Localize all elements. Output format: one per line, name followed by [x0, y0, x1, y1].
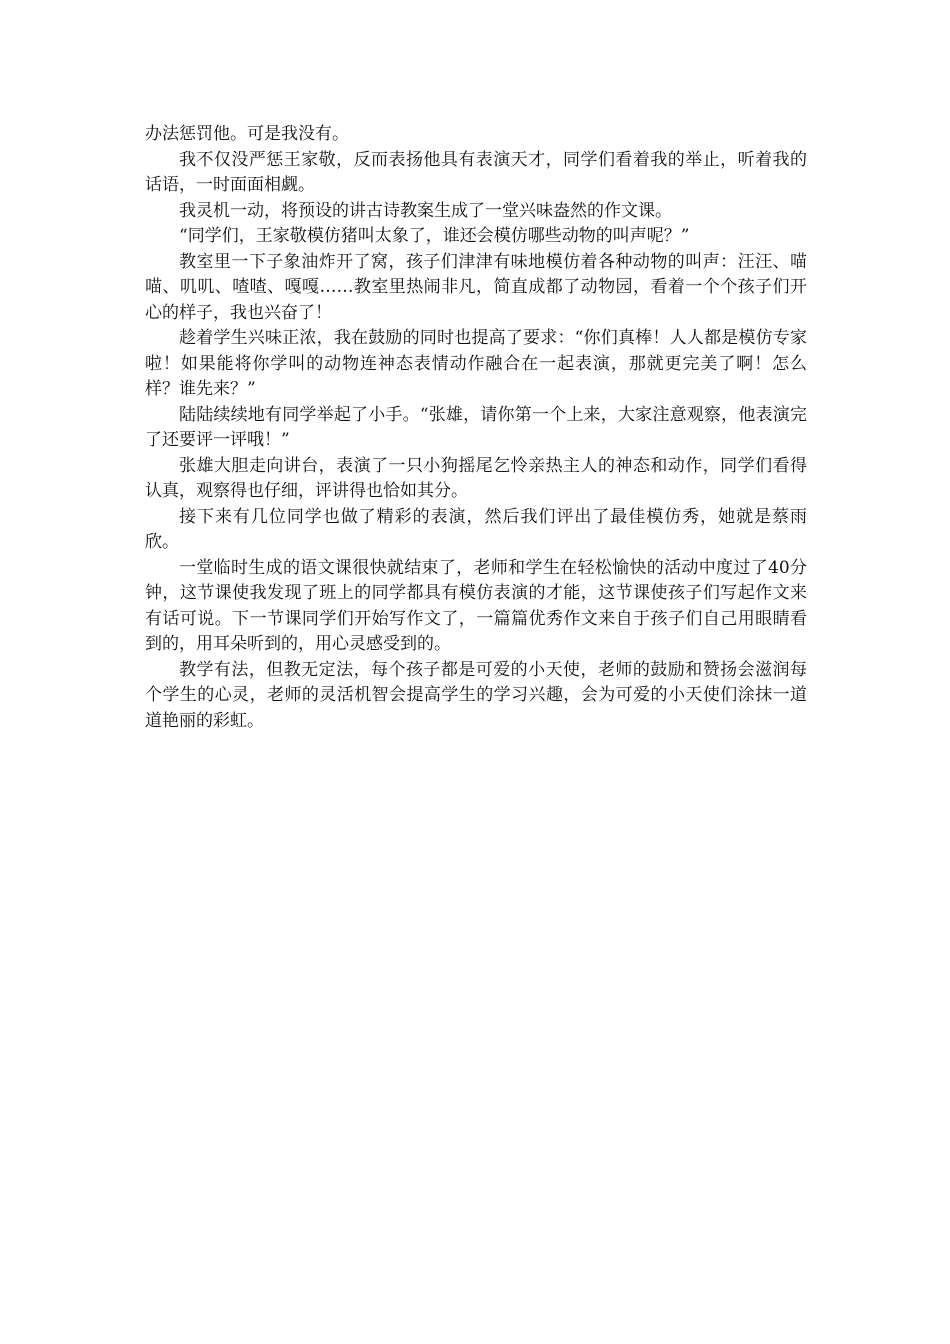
paragraph: 趁着学生兴味正浓，我在鼓励的同时也提高了要求：“你们真棒！人人都是模仿专家啦！如果能将你学叫的动物连神态表情动作融合在一起表演，那就更完美了啊！怎么样？谁先来？”: [145, 328, 807, 399]
paragraph: 办法惩罚他。可是我没有。: [145, 124, 349, 144]
paragraph: “同学们，王家敬模仿猪叫太象了，谁还会模仿哪些动物的叫声呢？”: [179, 226, 690, 246]
paragraph: 教室里一下子象油炸开了窝，孩子们津津有味地模仿着各种动物的叫声：汪汪、喵喵、叽叽、喳喳、嘎嘎……教室里热闹非凡，简直成都了动物园，看着一个个孩子们开心的样子，我也兴奋了！: [145, 251, 807, 323]
paragraph: 一堂临时生成的语文课很快就结束了，老师和学生在轻松愉快的活动中度过了40分钟，这节课使我发现了班上的同学都具有模仿表演的才能，这节课使孩子们写起作文来有话可说。下一节课同学们开始写作文了，一篇篇优秀作文来自于孩子们自己用眼睛看到的，用耳朵听到的，用心灵感受到的。: [145, 557, 807, 654]
paragraph: 接下来有几位同学也做了精彩的表演，然后我们评出了最佳模仿秀，她就是蔡雨欣。: [145, 506, 807, 552]
document-body: [145, 122, 807, 734]
paragraph: 我不仅没严惩王家敬，反而表扬他具有表演天才，同学们看着我的举止，听着我的话语，一时面面相觑。: [145, 149, 807, 195]
paragraph: 陆陆续续地有同学举起了小手。“张雄，请你第一个上来，大家注意观察，他表演完了还要评一评哦！”: [145, 404, 807, 450]
paragraph: 张雄大胆走向讲台，表演了一只小狗摇尾乞怜亲热主人的神态和动作，同学们看得认真，观察得也仔细，评讲得也恰如其分。: [145, 455, 807, 501]
paragraph: 我灵机一动，将预设的讲古诗教案生成了一堂兴味盎然的作文课。: [179, 200, 672, 221]
paragraph: 教学有法，但教无定法，每个孩子都是可爱的小天使，老师的鼓励和赞扬会滋润每个学生的心灵，老师的灵活机智会提高学生的学习兴趣，会为可爱的小天使们涂抹一道道艳丽的彩虹。: [145, 659, 807, 731]
